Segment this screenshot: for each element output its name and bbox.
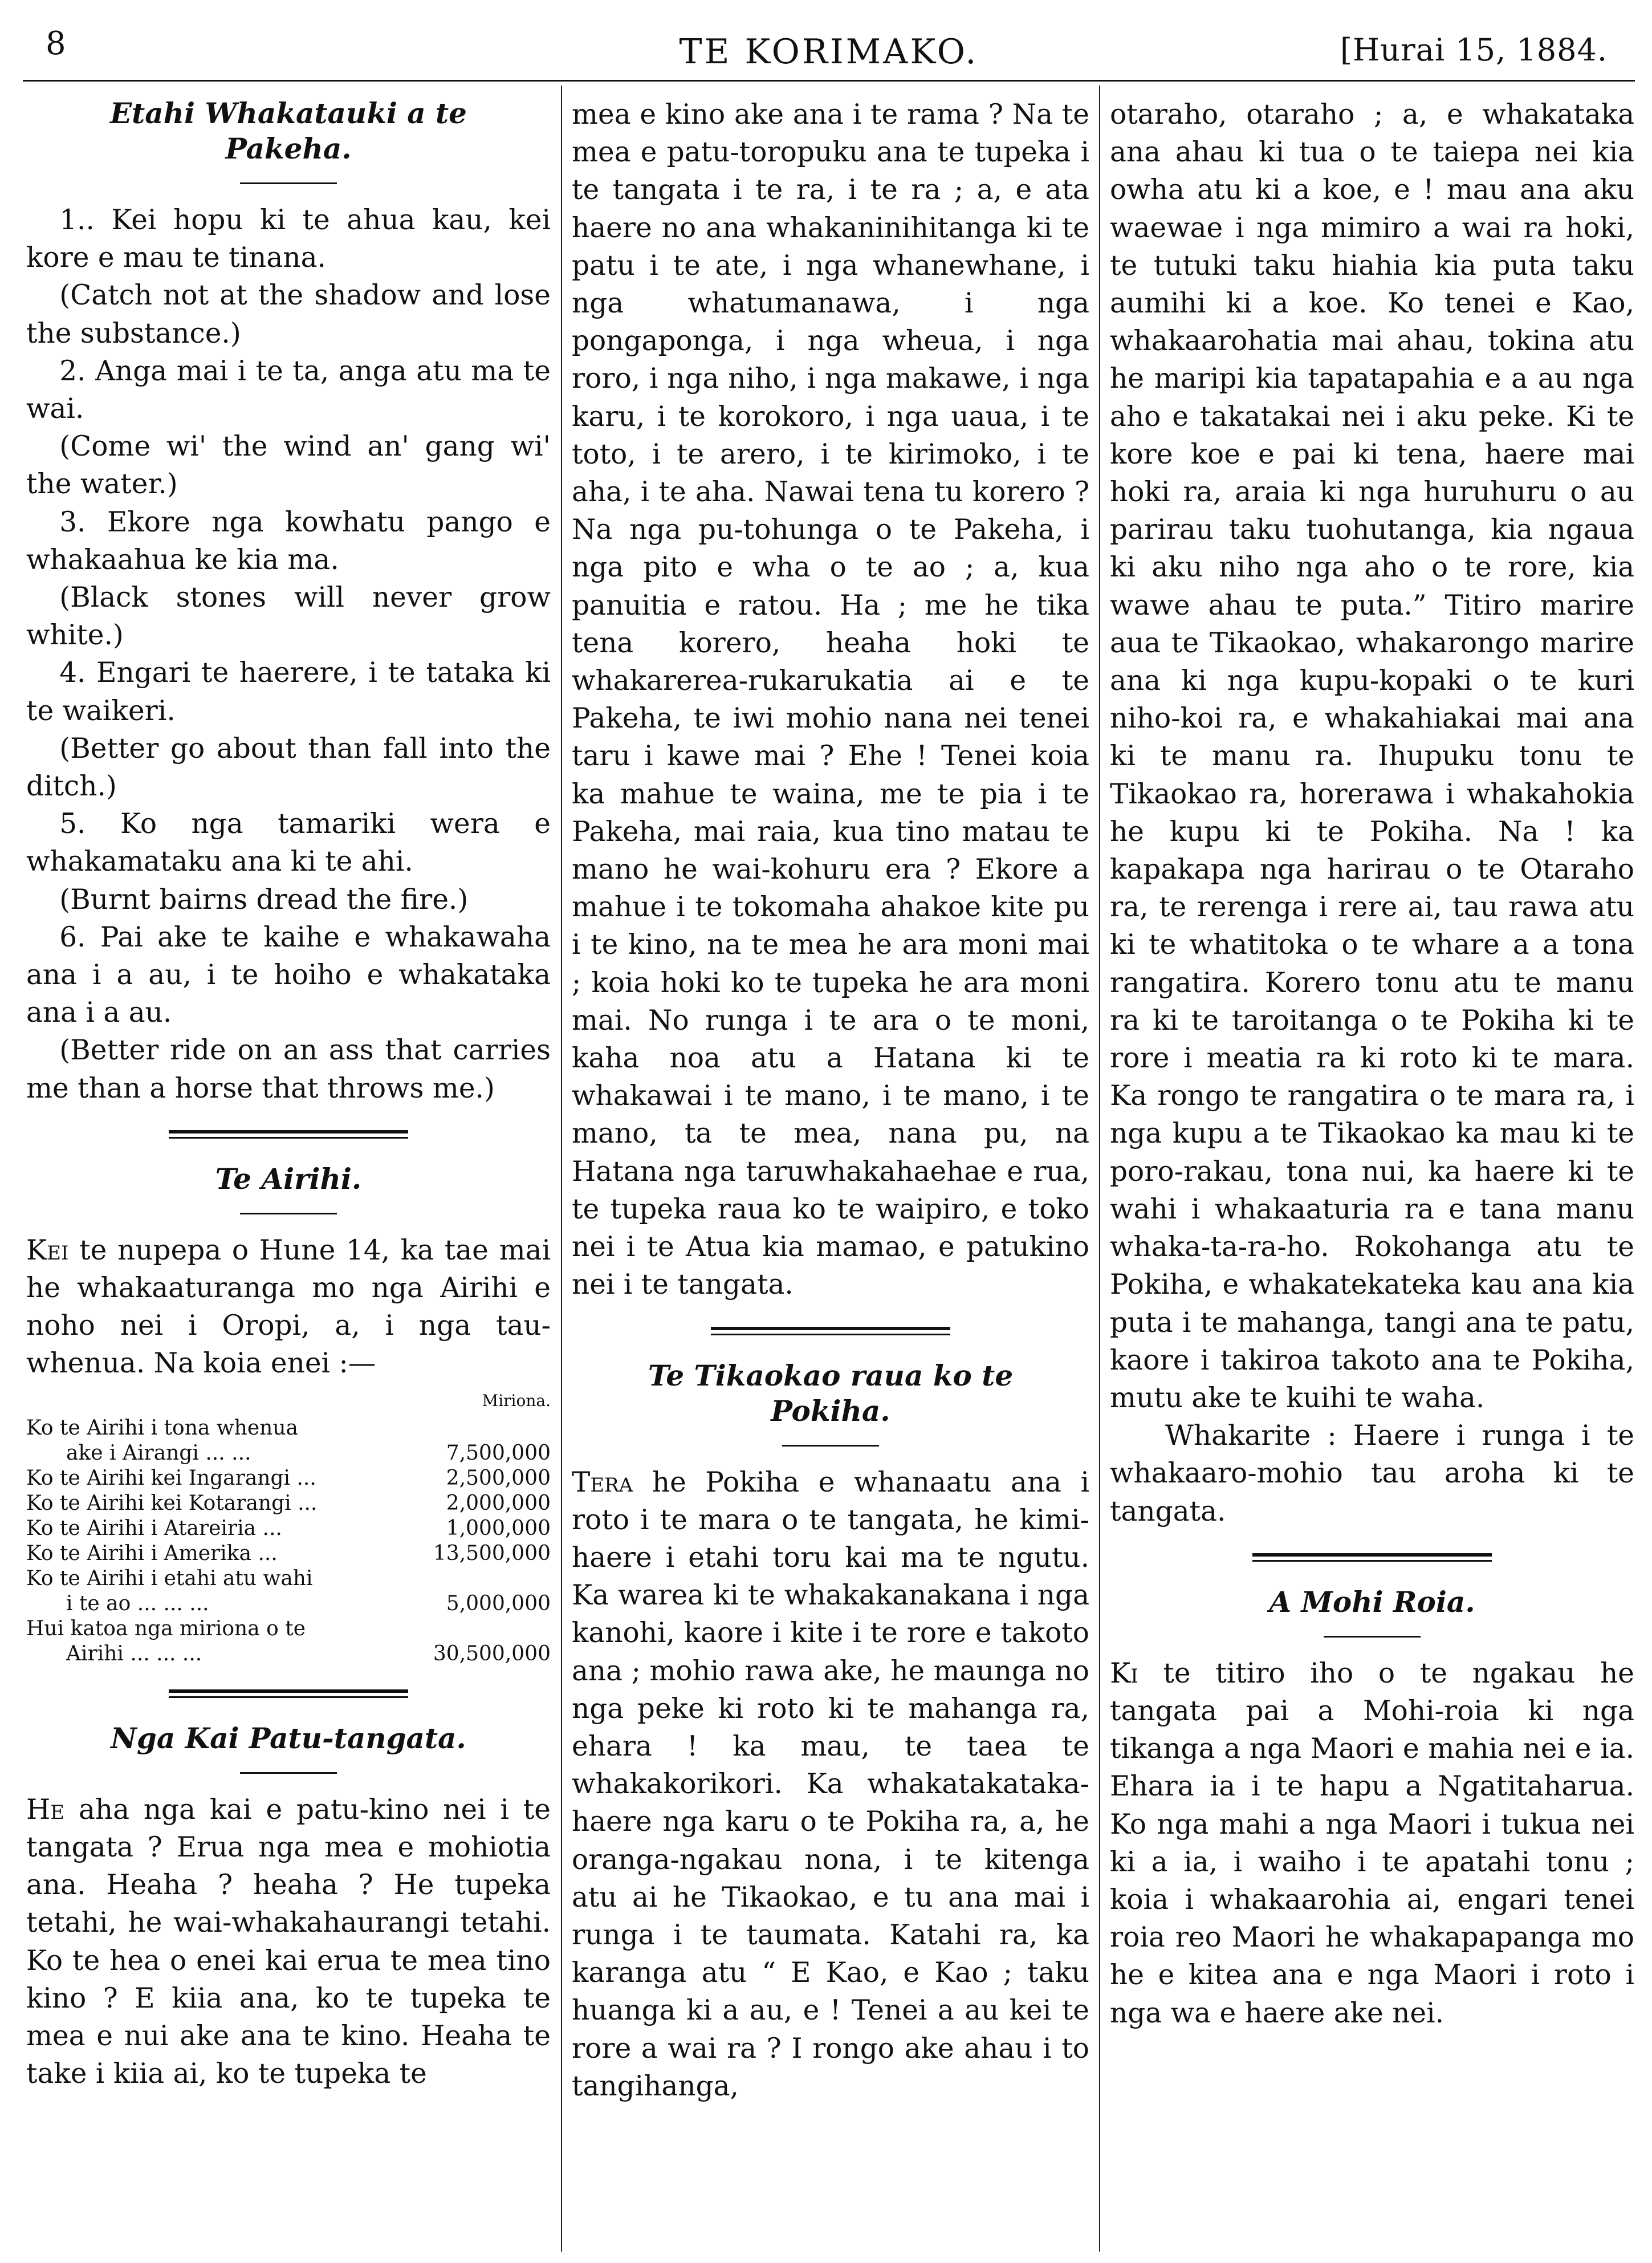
proverb-english: (Come wi' the wind an' gang wi' the water.) [26, 430, 551, 501]
proverb-text: Ekore nga kowhatu pango e whakaahua ke kia ma. [26, 506, 551, 576]
lead-word: Kei [26, 1234, 69, 1266]
table-row [26, 1516, 551, 1541]
row-value [400, 1416, 551, 1441]
proverb-maori [26, 654, 551, 729]
proverb-text: Engari te haerere, i te tataka ki te waikeri. [26, 657, 551, 727]
table-row [26, 1541, 551, 1566]
lead-word: Ki [1110, 1657, 1138, 1689]
table-header-blank [26, 1388, 400, 1416]
proverb-number: 1.. [59, 204, 95, 236]
section-divider [1252, 1553, 1492, 1562]
column-2 [572, 96, 1089, 2263]
proverb-item [26, 654, 551, 805]
row-value: 5,000,000 [446, 1591, 551, 1615]
proverb-english: (Better go about than fall into the ditch.) [26, 732, 551, 803]
article-paragraph: otaraho, otaraho ; a, e whakataka ana ahau ki tua o te taiepa nei kia owha atu ki a koe, e ! mau ana aku waewae i nga mimiro a wai ra hoki, te tutuki taku hiahia kia puta taku aumihi ki a koe. Ko tenei e Kao, whakaarohatia mai ahau, tokina atu he maripi kia tapatapahia e a au nga aho e takatakai nei i aku peke. Ki te kore koe e pai ki tena, haere mai hoki ra, araia ki nga huruhuru o au parirau taku tuohutanga, kia ngaua ki aku niho nga aho o te rore, kia wawe ahau te puta.” Titiro marire aua te Tikaokao, whakarongo marire ana ki nga kupu-kopaki o te kuri niho-koi ra, e whakahiakai mai ana ki te manu ra. Ihupuku tonu te Tikaokao ra, horerawa i whakahokia he kupu ki te Pokiha. Na ! ka kapakapa nga harirau o te Otaraho ra, te rerenga i rere ai, tau rawa atu ki te whatitoka o te whare a a tona rangatira. Korero tonu atu te manu ra ki te taroitanga o te Pokiha ki te rore i meatia ra ki roto ki te mara. Ka rongo te rangatira o te mara ra, i nga kupu a te Tikaokao ka mau ki te poro-rakau, tona nui, ka haere ki te wahi i whakaaturia ra e tana manu whaka-ta-ra-ho. Rokohanga atu te Pokiha, e whakatekateka kau ana kia puta i te mahanga, tangi ana te patu, kaore i takiroa takoto ana te Pokiha, mutu ake te kuihi te waha. [1110, 99, 1634, 1414]
proverb-number: 4. [59, 657, 86, 689]
proverb-english: (Burnt bairns dread the fire.) [59, 883, 469, 916]
section-rule [782, 1445, 879, 1447]
row-value [400, 1566, 551, 1591]
proverb-maori [26, 919, 551, 1032]
lead-word: Tera [572, 1466, 633, 1498]
row-label: Ko te Airihi i Amerika ... [26, 1541, 278, 1565]
row-label: Ko te Airihi kei Ingarangi ... [26, 1466, 316, 1490]
proverb-text: Anga mai i te ta, anga atu ma te wai. [26, 355, 551, 425]
row-label: i te ao ... ... ... [66, 1591, 209, 1615]
article-heading [26, 96, 551, 166]
column-rule [561, 86, 562, 2252]
row-label: Ko te Airihi i Atareiria ... [26, 1516, 282, 1540]
row-value: 7,500,000 [446, 1441, 551, 1465]
row-value [400, 1616, 551, 1642]
proverb-item [26, 805, 551, 919]
proverb-number: 6. [59, 921, 86, 953]
table-row [26, 1591, 551, 1616]
heading-line: Pakeha. [225, 132, 352, 165]
row-label: Ko te Airihi kei Kotarangi ... [26, 1491, 318, 1515]
row-label: Ko te Airihi i tona whenua [26, 1416, 298, 1440]
article-heading: Nga Kai Patu-tangata. [111, 1721, 466, 1755]
heading-line: Etahi Whakatauki a te [110, 96, 467, 130]
proverb-item [26, 352, 551, 503]
heading-line: Pokiha. [771, 1393, 890, 1428]
row-label: ake i Airangi ... ... [66, 1441, 251, 1465]
article-paragraph [1110, 1655, 1634, 2032]
section-rule [240, 1213, 337, 1214]
column-1 [26, 96, 551, 2263]
proverb-list [26, 201, 551, 1107]
table-header-row [26, 1388, 551, 1416]
article-heading: A Mohi Roia. [1269, 1584, 1475, 1619]
section-rule [240, 182, 337, 184]
article-heading: Te Airihi. [215, 1161, 362, 1196]
masthead-rule [23, 80, 1635, 82]
table-row [26, 1566, 551, 1591]
proverb-english: (Black stones will never grow white.) [26, 582, 551, 652]
heading-line: Te Tikaokao raua ko te [648, 1358, 1014, 1392]
paper-title: TE KORIMAKO. [679, 32, 979, 72]
proverb-item [26, 503, 551, 655]
section-rule [1324, 1636, 1421, 1638]
issue-date: [Hurai 15, 1884. [1340, 32, 1608, 68]
section-divider [169, 1130, 408, 1139]
moral-paragraph: Whakarite : Haere i runga i te whakaaro-mohio tau aroha ki te tangata. [1110, 1420, 1634, 1527]
row-value: 2,500,000 [446, 1466, 551, 1490]
article-paragraph [572, 1464, 1089, 2105]
proverb-text: Pai ake te kaihe e whakawaha ana i a au, i te hoiho e whakataka ana i a au. [26, 921, 551, 1029]
proverb-maori [26, 805, 551, 880]
proverb-maori [26, 201, 551, 277]
proverb-english: (Catch not at the shadow and lose the substance.) [26, 279, 551, 350]
proverb-text: Ko nga tamariki wera e whakamataku ana ki te ahi. [26, 808, 551, 878]
row-label: Hui katoa nga miriona o te [26, 1616, 306, 1640]
table-row [26, 1466, 551, 1491]
statistics-table [26, 1388, 551, 1667]
page-number: 8 [46, 25, 66, 62]
table-row [26, 1416, 551, 1441]
proverb-item [26, 919, 551, 1107]
article-heading [572, 1358, 1089, 1429]
lead-word: He [26, 1793, 65, 1826]
proverb-english: (Better ride on an ass that carries me than a horse that throws me.) [26, 1034, 551, 1104]
proverb-maori [26, 503, 551, 579]
row-label: Airihi ... ... ... [66, 1642, 202, 1665]
article-paragraph [26, 1791, 551, 2093]
section-divider [711, 1327, 950, 1335]
proverb-maori [26, 352, 551, 428]
row-value: 2,000,000 [446, 1491, 551, 1515]
row-label: Ko te Airihi i etahi atu wahi [26, 1566, 313, 1590]
proverb-item [26, 201, 551, 352]
table-row [26, 1491, 551, 1516]
proverb-number: 3. [59, 506, 86, 538]
table-row [26, 1642, 551, 1667]
column-rule [1099, 86, 1100, 2252]
proverb-text: Kei hopu ki te ahua kau, kei kore e mau te tinana. [26, 204, 551, 274]
masthead [23, 17, 1635, 74]
row-value: 30,500,000 [433, 1642, 551, 1665]
row-value: 1,000,000 [446, 1516, 551, 1540]
table-row [26, 1441, 551, 1466]
paragraph-text: te titiro iho o te ngakau he tangata pai a Mohi-roia ki nga tikanga a nga Maori e mahia nei e ia. Ehara ia i te hapu a Ngatitaharua. Ko nga mahi a nga Maori i tukua nei ki a ia, i waiho i te apatahi tonu ; koia i whakaarohia ai, engari tenei roia reo Maori he whakapapanga mo he e kitea ana e nga Maori i roto i nga wa e haere ake nei. [1110, 1657, 1634, 2029]
section-rule [240, 1772, 337, 1774]
column-3 [1110, 96, 1634, 2263]
proverb-number: 5. [59, 808, 86, 840]
paragraph-text: he Pokiha e whanaatu ana i roto i te mara o te tangata, he kimi-haere i etahi toru kai ma te ngutu. Ka warea ki te whakakanakana i nga kanohi, kaore i kite i te rore e takoto ana ; mohio rawa ake, he maunga no nga peke ki roto ki te mahanga ra, ehara ! ka mau, te taea te whakakorikori. Ka whakatakataka-haere nga karu o te Pokiha ra, a, he oranga-ngakau nona, i te kitenga atu ai he Tikaokao, e tu ana mai i runga i te taumata. Katahi ra, ka karanga atu “ E Kao, e Kao ; taku huanga ki a au, e ! Tenei a au kei te rore a wai ra ? I rongo ake ahau i to tangihanga, [572, 1466, 1089, 2102]
proverb-number: 2. [59, 355, 86, 387]
row-value: 13,500,000 [433, 1541, 551, 1565]
paragraph-text: aha nga kai e patu-kino nei i te tangata ? Erua nga mea e mohiotia ana. Heaha ? heaha ? He tupeka tetahi, he wai-whakahaurangi tetahi. Ko te hea o enei kai erua te mea tino kino ? E kiia ana, ko te tupeka te mea e nui ake ana te kino. Heaha te take i kiia ai, ko te tupeka te [26, 1793, 551, 2090]
unit-heading: Miriona. [482, 1391, 551, 1410]
article-paragraph: mea e kino ake ana i te rama ? Na te mea e patu-toropuku ana te tupeka i te tangata i te ra, i te ra ; a, e ata haere no ana whakaninihitanga ki te patu i te ate, i nga whanewhane, i nga whatumanawa, i nga pongaponga, i nga wheua, i nga roro, i nga niho, i nga makawe, i nga karu, i te korokoro, i nga uaua, i te toto, i te arero, i te kirimoko, i te aha, i te aha. Nawai tena tu korero ? Na nga pu-tohunga o te Pakeha, i nga pito e wha o te ao ; a, kua panuitia e ratou. Ha ; me he tika tena korero, heaha hoki te whakarerea-rukarukatia ai e te Pakeha, te iwi mohio nana nei tenei taru i kawe mai ? Ehe ! Tenei koia ka mahue te waina, me te pia i te Pakeha, mai raia, kua tino matau te mano he wai-kohuru era ? Ekore a mahue i te tokomaha ahakoe kite pu i te kino, na te mea he ara moni mai ; koia hoki ko te tupeka he ara moni mai. No runga i te ara o te moni, kaha noa atu a Hatana ki te whakawai i te mano, i te mano, i te mano, ta te mea, nana pu, na Hatana nga taruwhakahaehae e rua, te tupeka raua ko te waipiro, e toko nei i te Atua kia mamao, e patukino nei i te tangata. [572, 99, 1089, 1301]
table-row [26, 1616, 551, 1642]
section-divider [169, 1689, 408, 1698]
article-paragraph [26, 1232, 551, 1383]
paragraph-text: te nupepa o Hune 14, ka tae mai he whakaaturanga mo nga Airihi e noho nei i Oropi, a, i nga tau-whenua. Na koia enei :— [26, 1234, 551, 1380]
